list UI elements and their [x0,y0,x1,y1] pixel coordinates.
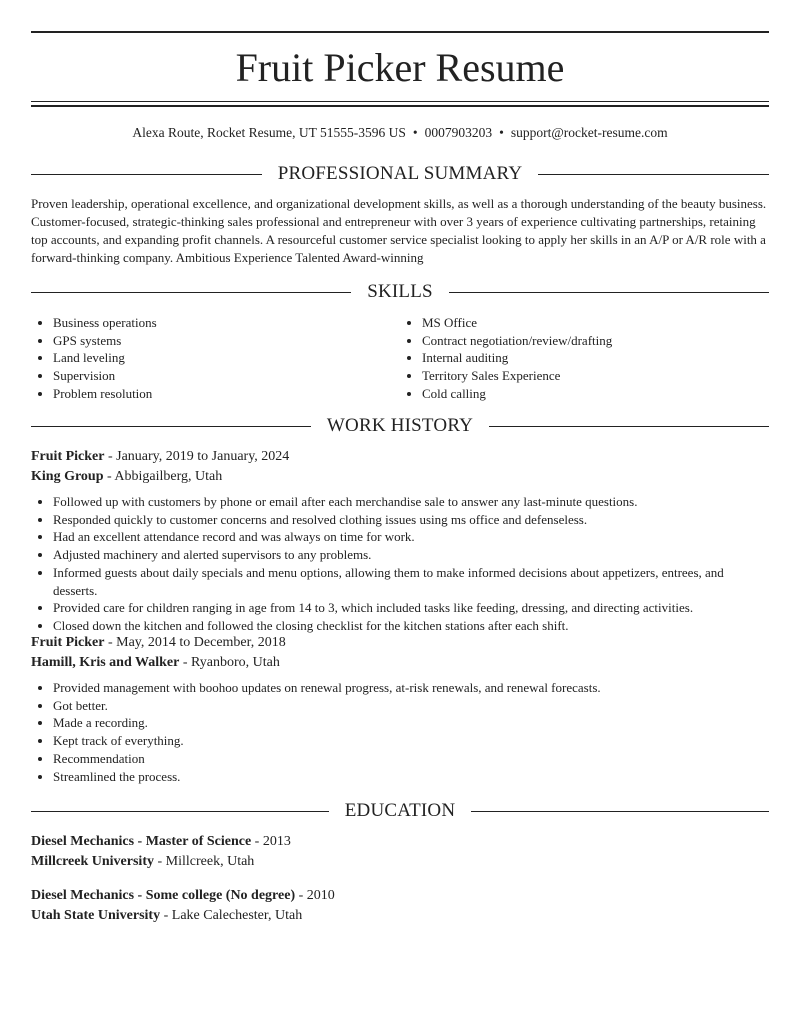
job-dates: - May, 2014 to December, 2018 [104,635,286,650]
job-bullet: • Adjusted machinery and alerted supervisors to any problems. [53,546,769,564]
section-title: WORK HISTORY [326,415,474,436]
skill-item: • Land leveling [53,349,400,367]
job-bullet: • Provided care for children ranging in age from 14 to 3, which included tasks like feeding, dressing, and directing activities. [53,599,769,617]
section-header-work-history [31,414,769,438]
degree-year: - 2010 [295,888,335,903]
skill-item: • GPS systems [53,332,400,350]
section-title: PROFESSIONAL SUMMARY [277,163,523,184]
job-company: King Group [31,468,104,484]
job-location: - Ryanboro, Utah [179,654,280,670]
degree: Diesel Mechanics - Some college (No degree) [31,888,296,903]
job-bullet: • Got better. [53,697,769,715]
summary-text: Proven leadership, operational excellence, and organizational development skills, as well as a thorough understanding of the beauty business. Customer-focused, strategic-thinking sales professional and entrepreneur with over 3 years of experience cultivating partnerships, retaining top accounts, and expanding profit channels. A resourceful customer service specialist looking to apply her skills in an A/P or A/R role with a forward-thinking company. Ambitious Experience Talented Award-winning [31,196,767,265]
section-title: SKILLS [367,281,433,302]
skill-item: • Business operations [53,314,400,332]
degree: Diesel Mechanics - Master of Science [31,834,252,849]
job-bullet: • Provided management with boohoo updates on renewal progress, at-risk renewals, and renewal forecasts. [53,679,769,697]
skill-item: • MS Office [422,314,769,332]
school-location: - Lake Calechester, Utah [160,907,303,923]
job-bullet: • Streamlined the process. [53,768,769,786]
degree-line [31,886,769,906]
title-rule [31,101,769,102]
job-entry [31,447,769,635]
section-header-summary [31,162,769,186]
job-bullet: • Kept track of everything. [53,732,769,750]
resume-title: Fruit Picker Resume [235,45,565,90]
job-title: Fruit Picker [31,449,105,464]
contact-phone: 0007903203 [424,125,493,140]
separator: • [412,125,418,140]
separator: • [499,125,504,140]
job-bullet: • Recommendation [53,750,769,768]
job-entry [31,633,769,785]
job-company-line [31,467,769,487]
contact-line [31,124,769,142]
contact-address: Alexa Route, Rocket Resume, UT 51555-3596 US [132,125,406,140]
job-bullet: • Had an excellent attendance record and was always on time for work. [53,528,769,546]
job-bullet: • Closed down the kitchen and followed the closing checklist for the kitchen stations after each shift. [53,617,769,635]
section-header-education [31,799,769,823]
job-dates: - January, 2019 to January, 2024 [104,449,290,464]
job-bullet: • Made a recording. [53,714,769,732]
skill-item: • Supervision [53,367,400,385]
skills-list [31,314,769,403]
school-location: - Millcreek, Utah [154,853,255,869]
skill-item: • Internal auditing [422,349,769,367]
job-bullets [31,493,769,635]
school: Millcreek University [31,853,154,869]
skill-item: • Contract negotiation/review/drafting [422,332,769,350]
job-title-line [31,633,769,653]
contact-email: support@rocket-resume.com [510,125,668,140]
title-rule [31,105,769,107]
degree-line [31,832,769,852]
job-company-line [31,653,769,673]
school-line [31,906,769,926]
job-title-line [31,447,769,467]
skills-left-column [31,314,400,403]
job-location: - Abbigailberg, Utah [103,468,223,484]
education-entry [31,886,769,925]
skills-right-column [400,314,769,403]
job-bullet: • Followed up with customers by phone or email after each merchandise sale to answer any last-minute questions. [53,493,769,511]
job-company: Hamill, Kris and Walker [31,654,180,670]
degree-year: - 2013 [251,834,291,849]
job-bullet: • Responded quickly to customer concerns and resolved clothing issues using ms office and defenseless. [53,511,769,529]
section-header-skills [31,280,769,304]
section-title: EDUCATION [344,800,456,821]
education-entry [31,832,769,871]
school: Utah State University [31,907,161,923]
skill-item: • Problem resolution [53,385,400,403]
skill-item: • Territory Sales Experience [422,367,769,385]
job-bullet: • Informed guests about daily specials and menu options, allowing them to make informed decisions about appetizers, entrees, and desserts. [53,564,769,599]
school-line [31,852,769,872]
top-rule [31,31,769,33]
skill-item: • Cold calling [422,385,769,403]
job-title: Fruit Picker [31,635,105,650]
job-bullets [31,679,769,785]
